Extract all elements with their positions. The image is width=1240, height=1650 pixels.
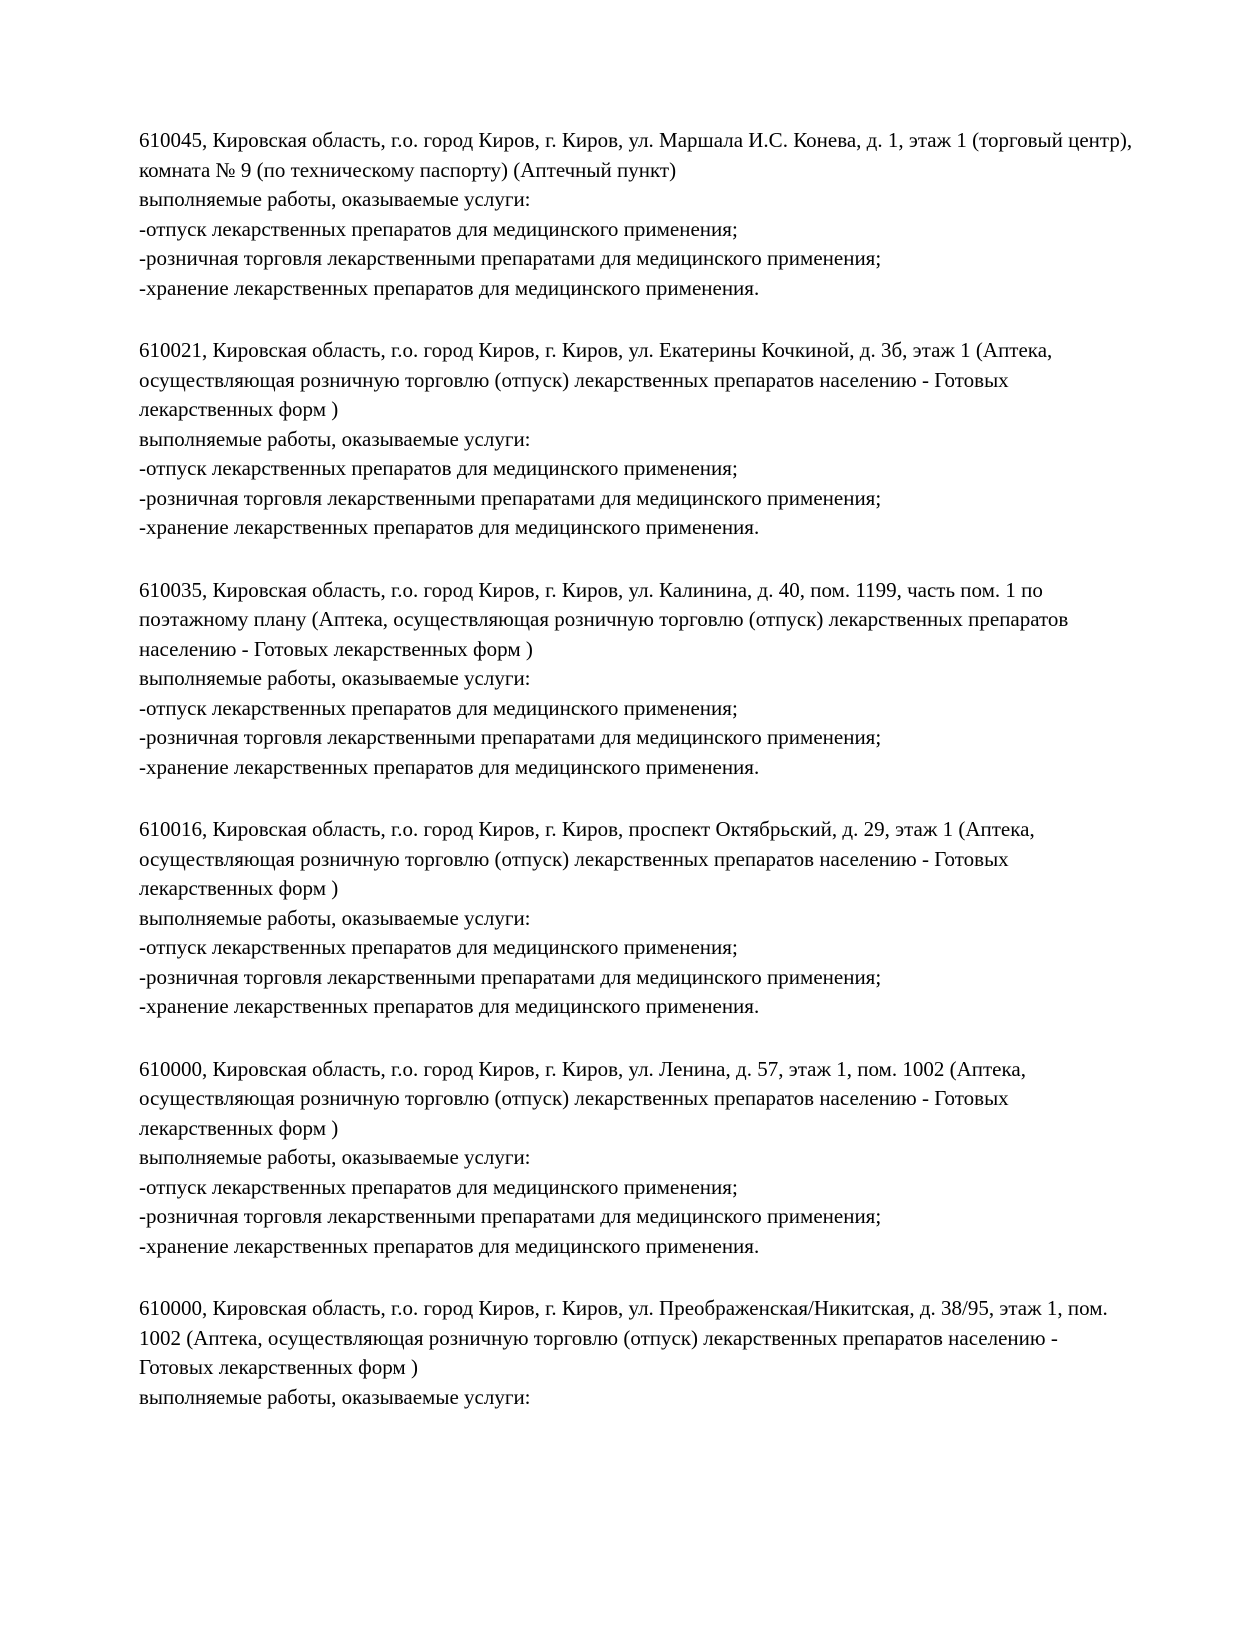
license-entry [139,1055,1137,1262]
service-item: -хранение лекарственных препаратов для медицинского применения. [139,1233,760,1258]
service-item: -розничная торговля лекарственными препаратами для медицинского применения; [139,1204,882,1228]
pharmacy-address: 610000, Кировская область, г.о. город Киров, г. Киров, ул. Ленина, д. 57, этаж 1, пом. 1002 (Аптека, осуществляющая розничную торговлю (отпуск) лекарственных препаратов населению - Готовых лекарственных форм ) [139,1056,1026,1140]
services-header: выполняемые работы, оказываемые услуги: [139,666,531,690]
pharmacy-address: 610000, Кировская область, г.о. город Киров, г. Киров, ул. Преображенская/Никитская, д. 38/95, этаж 1, пом. 1002 (Аптека, осуществляющая розничную торговлю (отпуск) лекарственных препаратов населению - Готовых лекарственных форм ) [139,1296,1108,1379]
service-item: -отпуск лекарственных препаратов для медицинского применения; [139,935,738,959]
service-item: -розничная торговля лекарственными препаратами для медицинского применения; [139,964,882,989]
pharmacy-address: 610045, Кировская область, г.о. город Киров, г. Киров, ул. Маршала И.С. Конева, д. 1, этаж 1 (торговый центр), комната № 9 (по техническому паспорту) (Аптечный пункт) [139,128,1133,182]
services-header: выполняемые работы, оказываемые услуги: [139,905,531,930]
pharmacy-address: 610016, Кировская область, г.о. город Киров, г. Киров, проспект Октябрьский, д. 29, этаж 1 (Аптека, осуществляющая розничную торговлю (отпуск) лекарственных препаратов населению - Готовых лекарственных форм ) [139,817,1035,900]
service-item: -хранение лекарственных препаратов для медицинского применения. [139,275,760,300]
service-item: -отпуск лекарственных препаратов для медицинского применения; [139,1174,738,1199]
pharmacy-address: 610021, Кировская область, г.о. город Киров, г. Киров, ул. Екатерины Кочкиной, д. 3б, этаж 1 (Аптека, осуществляющая розничную торговлю (отпуск) лекарственных препаратов населению - Готовых лекарственных форм ) [139,338,1053,421]
service-item: -отпуск лекарственных препаратов для медицинского применения; [139,456,738,480]
license-entry [139,126,1137,303]
services-header: выполняемые работы, оказываемые услуги: [139,1384,531,1409]
services-header: выполняемые работы, оказываемые услуги: [139,426,531,451]
service-item: -отпуск лекарственных препаратов для медицинского применения; [139,695,738,720]
license-entry [139,576,1137,783]
license-entry [139,1294,1137,1412]
service-item: -розничная торговля лекарственными препаратами для медицинского применения; [139,485,882,510]
services-header: выполняемые работы, оказываемые услуги: [139,1145,531,1169]
service-item: -хранение лекарственных препаратов для медицинского применения. [139,994,760,1018]
service-item: -отпуск лекарственных препаратов для медицинского применения; [139,216,738,241]
service-item: -розничная торговля лекарственными препаратами для медицинского применения; [139,246,882,270]
service-item: -хранение лекарственных препаратов для медицинского применения. [139,754,760,779]
services-header: выполняемые работы, оказываемые услуги: [139,187,531,211]
service-item: -розничная торговля лекарственными препаратами для медицинского применения; [139,725,882,749]
pharmacy-address: 610035, Кировская область, г.о. город Киров, г. Киров, ул. Калинина, д. 40, пом. 1199, часть пом. 1 по поэтажному плану (Аптека, осуществляющая розничную торговлю (отпуск) лекарственных препаратов населению - Готовых лекарственных форм ) [139,577,1069,661]
license-entry [139,815,1137,1022]
service-item: -хранение лекарственных препаратов для медицинского применения. [139,515,760,539]
license-entry [139,336,1137,543]
